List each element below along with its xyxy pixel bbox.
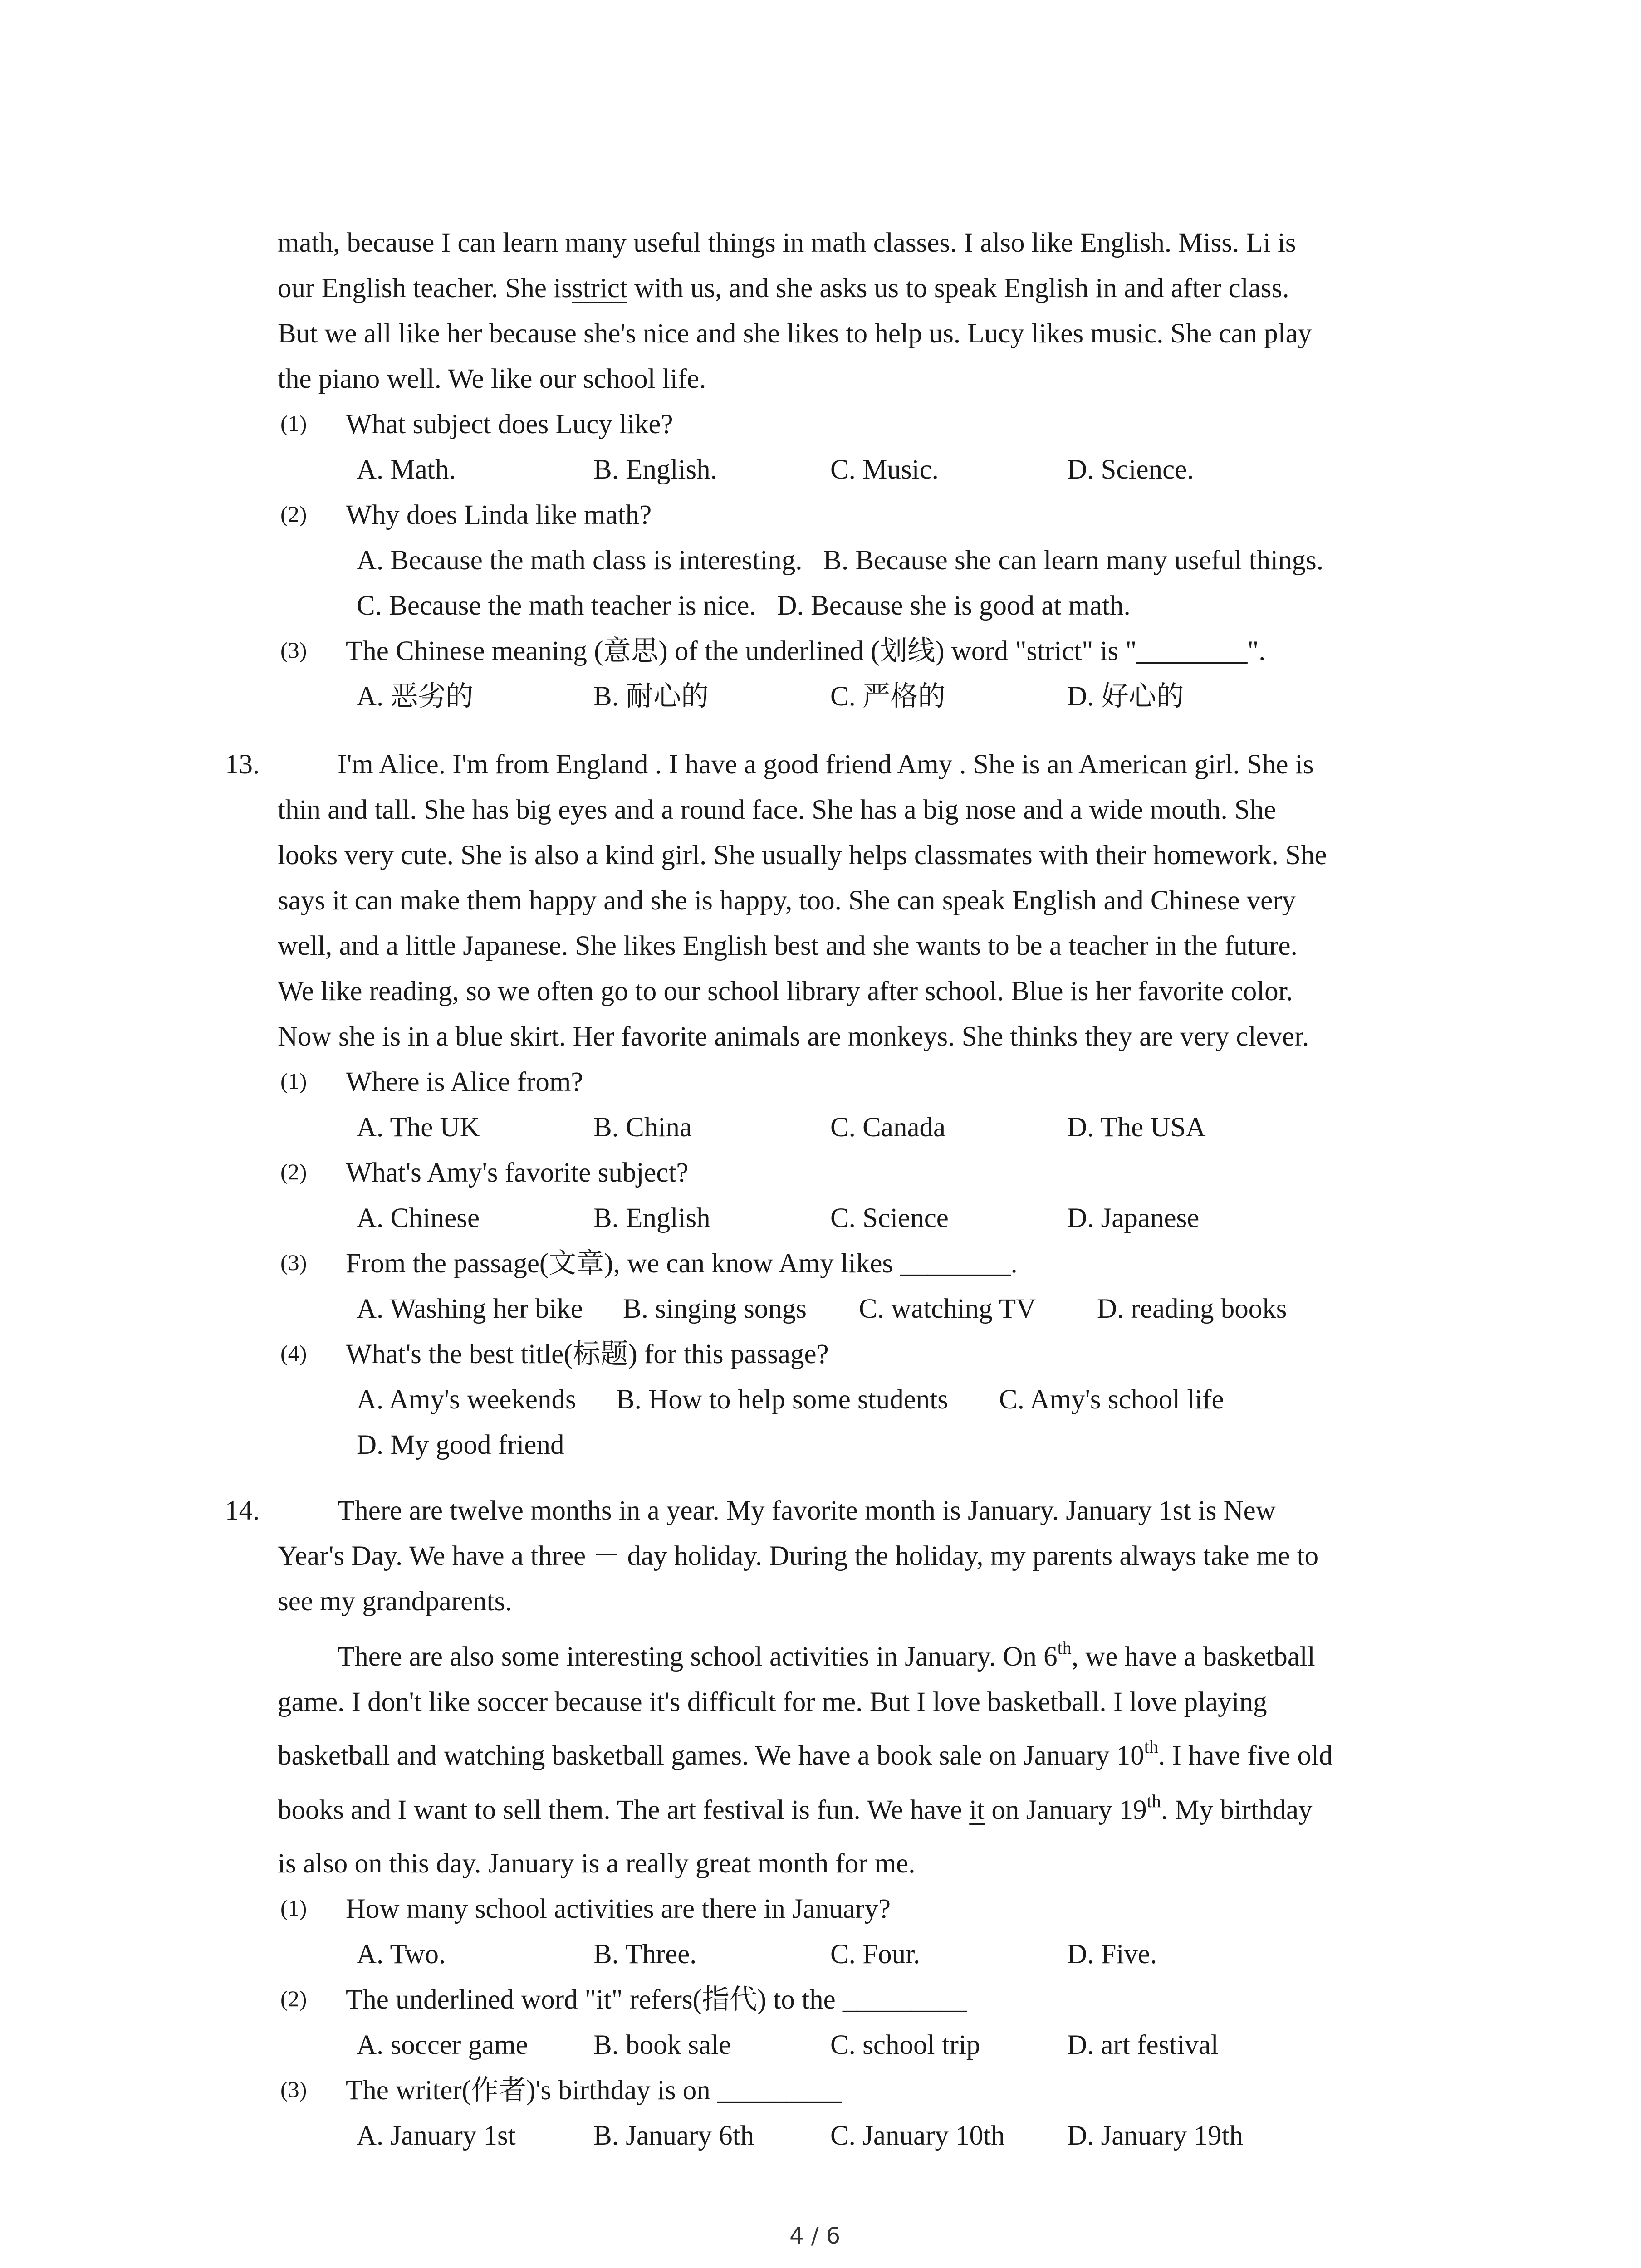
option: C. Music. xyxy=(830,455,939,485)
question-text: From the passage(文章), we can know Amy likes ________. xyxy=(346,1248,1018,1279)
underlined-word-strict: strict xyxy=(572,273,627,303)
option: C. Science xyxy=(830,1203,949,1233)
question-number: (2) xyxy=(280,1159,307,1184)
question-number: (3) xyxy=(280,637,307,663)
passage-line: game. I don't like soccer because it's difficult for me. But I love basketball. I love playing xyxy=(278,1687,1267,1717)
option: A. Two. xyxy=(357,1939,446,1970)
option: B. Three. xyxy=(593,1939,697,1970)
passage-number: 13. xyxy=(225,749,260,780)
question-number: (1) xyxy=(280,1068,307,1094)
question-text: The writer(作者)'s birthday is on _________ xyxy=(346,2075,842,2106)
question-number: (1) xyxy=(280,411,307,436)
option: A. January 1st xyxy=(357,2121,516,2151)
option: C. school trip xyxy=(830,2030,980,2060)
passage-line: says it can make them happy and she is happy, too. She can speak English and Chinese very xyxy=(278,885,1296,916)
passage-line: well, and a little Japanese. She likes English best and she wants to be a teacher in the future. xyxy=(278,931,1298,961)
option: A. Chinese xyxy=(357,1203,480,1233)
question-text: Where is Alice from? xyxy=(346,1067,583,1097)
question-number: (2) xyxy=(280,1986,307,2011)
option: D. Science. xyxy=(1067,455,1194,485)
question-text: What's Amy's favorite subject? xyxy=(346,1158,689,1188)
question-text: The underlined word "it" refers(指代) to the _________ xyxy=(346,1984,967,2015)
option: B. English. xyxy=(593,455,717,485)
ordinal-suffix: th xyxy=(1057,1637,1072,1658)
option: A. Washing her bike xyxy=(357,1294,583,1324)
option: A. Math. xyxy=(357,455,456,485)
option: A. Amy's weekends xyxy=(357,1384,576,1415)
passage-line: the piano well. We like our school life. xyxy=(278,364,706,394)
passage-line: math, because I can learn many useful things in math classes. I also like English. Miss. Li is xyxy=(278,228,1296,258)
passage-line xyxy=(338,1637,1315,1672)
option: D. reading books xyxy=(1097,1294,1287,1324)
passage-line: Now she is in a blue skirt. Her favorite animals are monkeys. She thinks they are very clever. xyxy=(278,1022,1309,1052)
text-span: on January 19 xyxy=(985,1795,1147,1825)
option: B. book sale xyxy=(593,2030,731,2060)
question-number: (3) xyxy=(280,2077,307,2102)
passage-line: But we all like her because she's nice and she likes to help us. Lucy likes music. She can play xyxy=(278,318,1312,349)
option: C. Canada xyxy=(830,1112,946,1143)
passage-line: is also on this day. January is a really great month for me. xyxy=(278,1848,916,1879)
option: D. The USA xyxy=(1067,1112,1206,1143)
option: D. art festival xyxy=(1067,2030,1219,2060)
option: D. January 19th xyxy=(1067,2121,1243,2151)
passage-line: see my grandparents. xyxy=(278,1586,512,1617)
text-span: There are also some interesting school activities in January. On 6 xyxy=(338,1642,1058,1672)
option: C. Amy's school life xyxy=(999,1384,1224,1415)
text-span: our English teacher. She is xyxy=(278,273,572,303)
option-a: A. Because the math class is interesting. xyxy=(357,545,803,576)
passage-line: thin and tall. She has big eyes and a round face. She has a big nose and a wide mouth. She xyxy=(278,795,1276,825)
text-span: . I have five old xyxy=(1158,1740,1333,1771)
option: D. My good friend xyxy=(357,1430,564,1460)
option: A. The UK xyxy=(357,1112,480,1143)
passage-number: 14. xyxy=(225,1496,260,1526)
option-c: C. Because the math teacher is nice. xyxy=(357,591,756,621)
option: A. soccer game xyxy=(357,2030,528,2060)
question-number: (4) xyxy=(280,1340,307,1366)
question-number: (3) xyxy=(280,1250,307,1275)
passage-line: There are twelve months in a year. My favorite month is January. January 1st is New xyxy=(338,1496,1276,1526)
text-span: , we have a basketball xyxy=(1071,1642,1315,1672)
option: B. English xyxy=(593,1203,710,1233)
option: B. How to help some students xyxy=(616,1384,948,1415)
option: C. 严格的 xyxy=(830,681,946,712)
option-d: D. Because she is good at math. xyxy=(777,591,1131,621)
question-text: Why does Linda like math? xyxy=(346,500,652,530)
option-b: B. Because she can learn many useful things. xyxy=(823,545,1324,576)
option xyxy=(357,592,1131,620)
ordinal-suffix: th xyxy=(1144,1736,1158,1757)
question-text: How many school activities are there in January? xyxy=(346,1894,891,1924)
text-span: basketball and watching basketball games. We have a book sale on January 10 xyxy=(278,1740,1144,1771)
question-text: What subject does Lucy like? xyxy=(346,409,673,440)
text-span: . My birthday xyxy=(1161,1795,1313,1825)
option: C. Four. xyxy=(830,1939,921,1970)
option: B. January 6th xyxy=(593,2121,754,2151)
question-number: (1) xyxy=(280,1895,307,1921)
ordinal-suffix: th xyxy=(1146,1791,1161,1811)
passage-line: looks very cute. She is also a kind girl. She usually helps classmates with their homework. She xyxy=(278,840,1327,870)
page-number: 4 / 6 xyxy=(789,2223,841,2249)
option: A. 恶劣的 xyxy=(357,681,474,712)
passage-line xyxy=(278,1791,1313,1825)
option: D. 好心的 xyxy=(1067,681,1184,712)
text-span: books and I want to sell them. The art festival is fun. We have xyxy=(278,1795,963,1825)
passage-line xyxy=(278,274,1289,302)
option: C. January 10th xyxy=(830,2121,1005,2151)
question-number: (2) xyxy=(280,501,307,527)
passage-line: I'm Alice. I'm from England . I have a good friend Amy . She is an American girl. She is xyxy=(338,749,1314,780)
option: D. Japanese xyxy=(1067,1203,1200,1233)
option xyxy=(357,547,1323,574)
underlined-word-it: it xyxy=(969,1795,985,1825)
option: B. singing songs xyxy=(623,1294,807,1324)
question-text: The Chinese meaning (意思) of the underlined (划线) word "strict" is "________". xyxy=(346,636,1266,666)
option: C. watching TV xyxy=(859,1294,1036,1324)
question-text: What's the best title(标题) for this passage? xyxy=(346,1339,829,1369)
passage-line: We like reading, so we often go to our school library after school. Blue is her favorite color. xyxy=(278,976,1293,1007)
option: B. China xyxy=(593,1112,692,1143)
passage-line xyxy=(278,1736,1333,1771)
option: B. 耐心的 xyxy=(593,681,709,712)
option: D. Five. xyxy=(1067,1939,1157,1970)
text-span: with us, and she asks us to speak English in and after class. xyxy=(627,273,1289,303)
passage-line: Year's Day. We have a three － day holiday. During the holiday, my parents always take me to xyxy=(278,1541,1319,1571)
